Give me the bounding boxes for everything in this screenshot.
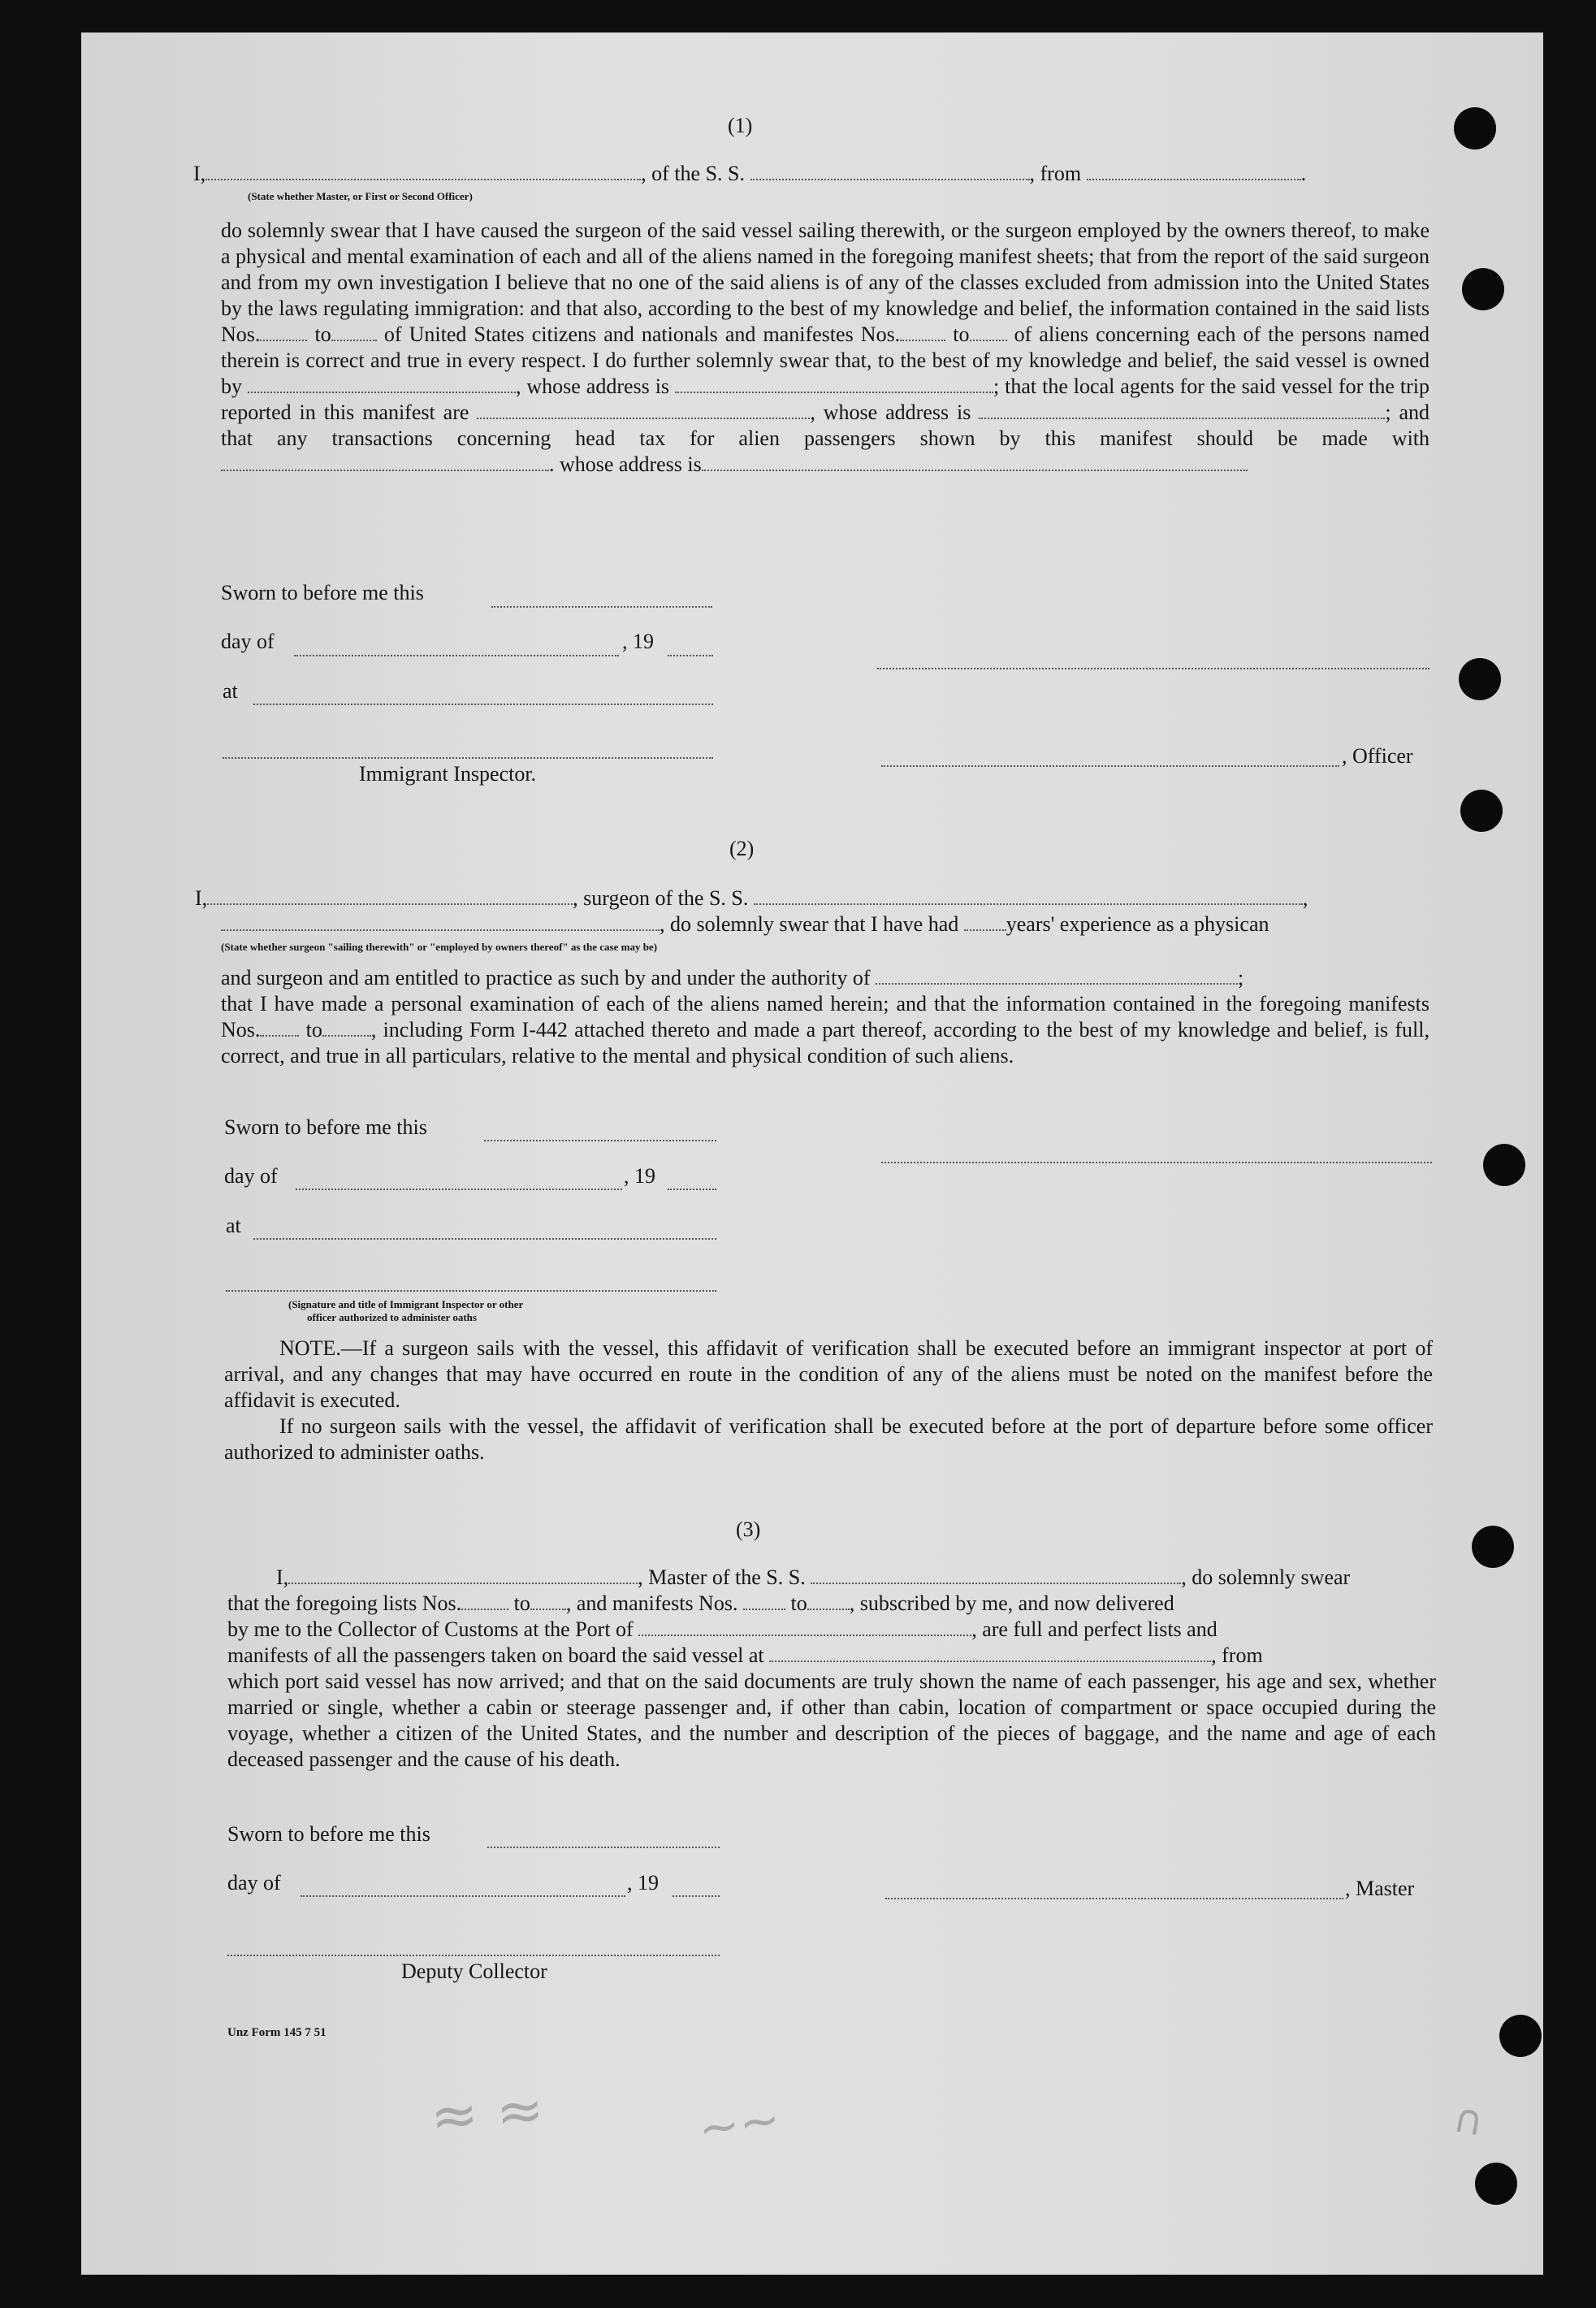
whose-address-label: whose address is <box>560 453 702 476</box>
from-label: , from <box>1211 1643 1263 1667</box>
punch-hole <box>1462 268 1504 310</box>
signature-note-line-2: officer authorized to administer oaths <box>307 1311 477 1323</box>
note-paragraph-2 <box>224 1414 1433 1466</box>
section-3-paragraph <box>227 1669 1436 1773</box>
particulars-text: according to the best of my knowledge and belief, is full, correct, and true in all particulars, relative to the mental and physical condition of such aliens. <box>221 1018 1429 1067</box>
section-2-paragraph <box>221 991 1429 1069</box>
to-label: to <box>953 323 970 346</box>
boarding-port-field[interactable] <box>769 1643 1211 1662</box>
note-paragraph-1 <box>224 1336 1433 1414</box>
section-3-line-3 <box>227 1617 1218 1642</box>
lists-label: that the foregoing lists Nos. <box>227 1591 462 1615</box>
master-of-label: , Master of the S. S. <box>638 1565 806 1589</box>
officer-note: (State whether Master, or First or Second Officer) <box>248 190 473 202</box>
to-label: to <box>314 323 331 346</box>
transactions-text: ; and that any transactions <box>221 401 1430 450</box>
lists-label: in the said lists Nos. <box>221 297 1429 346</box>
year-label: , 19 <box>627 1871 659 1894</box>
examination-text: that I have made a personal examination of each of the aliens named herein; and that the information contained <box>221 992 1196 1015</box>
manifests-label: , and manifests Nos. <box>565 1591 738 1615</box>
section-3-line-2 <box>227 1591 1174 1616</box>
vessel-name-field[interactable] <box>750 161 1030 180</box>
inspector-signature-line[interactable] <box>223 757 713 759</box>
officer-signature-line[interactable] <box>881 765 1339 767</box>
signature-line[interactable] <box>877 668 1429 669</box>
master-vessel-field[interactable] <box>811 1565 1181 1584</box>
lists-text: , are full and perfect lists and <box>971 1617 1218 1641</box>
port-field[interactable] <box>638 1617 971 1636</box>
years-text: years' experience as a physican <box>1006 912 1269 936</box>
signature-note-line-1: (Signature and title of Immigrant Inspector or other <box>288 1298 524 1310</box>
punch-hole <box>1483 1144 1525 1186</box>
at-field[interactable] <box>253 1238 716 1240</box>
from-port-field[interactable] <box>1087 161 1301 180</box>
bleed-through-mark: ≈ ≈ <box>428 2076 547 2150</box>
manifests-label: in the foregoing manifests Nos. <box>221 992 1430 1041</box>
deputy-signature-line[interactable] <box>227 1955 720 1956</box>
sworn-label: Sworn to before me this <box>227 1822 430 1846</box>
lists-to-field[interactable] <box>530 1591 566 1610</box>
section-2-line-1 <box>195 886 1438 911</box>
owner-address-field[interactable] <box>675 374 993 393</box>
sworn-day-field[interactable] <box>484 1140 716 1141</box>
master-signature-line[interactable] <box>885 1898 1343 1899</box>
agents-text: ; that the local agents for the said vessel for the trip reported in this manifest are <box>221 375 1429 424</box>
section-3-line-4 <box>227 1643 1263 1668</box>
period: . <box>1300 162 1307 185</box>
signature-line[interactable] <box>881 1162 1432 1163</box>
comma: , <box>1302 886 1308 910</box>
manifests-to-field[interactable] <box>970 322 1007 341</box>
agents-address-field[interactable] <box>979 400 1385 419</box>
day-of-label: day of <box>227 1871 281 1894</box>
note-text: NOTE.—If a surgeon sails with the vessel, this affidavit of verification shall be executed before an immigrant inspector at port of arrival, and any changes that may have occurred en route in the condition of any of the aliens must be noted on the manifest before the affidavit is executed. <box>224 1336 1433 1412</box>
swear-text: , do solemnly swear that I have had <box>660 912 959 936</box>
manifests-from-field[interactable] <box>260 1017 299 1037</box>
section-3-line-1 <box>276 1565 1350 1590</box>
year-label: , 19 <box>622 630 654 653</box>
note-text: If no surgeon sails with the vessel, the affidavit of verification shall be executed before at the port of departure before some officer authorized to administer oaths. <box>224 1414 1433 1464</box>
punch-hole <box>1454 107 1496 149</box>
whose-address-label: , whose address is <box>810 401 971 424</box>
lists-to-field[interactable] <box>331 322 377 341</box>
year-field[interactable] <box>668 655 713 656</box>
to-label: to <box>305 1018 322 1041</box>
pronoun-i: I, <box>276 1565 289 1589</box>
day-of-field[interactable] <box>301 1895 625 1897</box>
section-2-line-2 <box>221 912 1269 937</box>
pronoun-i: I, <box>195 886 208 910</box>
vessel-of-label: , of the S. S. <box>641 162 746 185</box>
whose-address-label: , whose address is <box>515 375 670 398</box>
authority-text: and surgeon and am entitled to practice as such by and under the authority of <box>221 966 871 989</box>
surgeon-note: (State whether surgeon "sailing therewith" or "employed by owners thereof" as the case may be) <box>221 941 658 953</box>
at-field[interactable] <box>253 704 713 705</box>
collector-text: by me to the Collector of Customs at the Port of <box>227 1617 634 1641</box>
period: . <box>549 453 555 476</box>
manifests-from-field[interactable] <box>743 1591 785 1610</box>
deputy-collector-label: Deputy Collector <box>401 1959 547 1983</box>
punch-hole <box>1472 1526 1514 1568</box>
oath-text: do solemnly swear that I have caused the surgeon of the said vessel sailing therewith, or the surgeon employed by the owners thereof, to make a physical and mental examination of each and all of the aliens named in the foregoing manifest sheets; that from the report of the said surgeon and from my own investigation I believe that no one of the said aliens is of any of the classes excluded from admission into the United States by the laws regulating immigration: and that also, according to the best of my knowledge and belief, the information contained <box>221 219 1429 320</box>
to-label: to <box>513 1591 530 1615</box>
manifests-to-field[interactable] <box>322 1017 371 1037</box>
passenger-details-text: which port said vessel has now arrived; and that on the said documents are truly shown the name of each passenger, his age and sex, whether married or single, whether a cabin or steerage passenger and, if other than cabin, location of compartment or space occupied during the voyage, whether a citizen of the United States, and the number and description of the pieces of baggage, and the name and age of each deceased passenger and the cause of his death. <box>227 1669 1436 1771</box>
year-field[interactable] <box>668 1189 716 1190</box>
punch-hole <box>1460 790 1503 832</box>
head-tax-text: concerning head tax for alien passengers shown by this manifest should be made with <box>456 427 1430 450</box>
day-of-label: day of <box>221 630 275 653</box>
document-page <box>81 32 1543 2275</box>
section-1-number: (1) <box>728 114 753 137</box>
punch-hole <box>1499 2015 1542 2057</box>
aliens-label: of aliens <box>1014 323 1089 346</box>
manifests-from-field[interactable] <box>900 322 945 341</box>
sworn-label: Sworn to before me this <box>224 1115 427 1139</box>
bleed-through-mark: ∼∼ <box>694 2090 784 2159</box>
head-tax-address-field[interactable] <box>702 452 1248 471</box>
form-number: Unz Form 145 7 51 <box>227 2026 327 2039</box>
master-label: , Master <box>1345 1877 1415 1900</box>
day-of-field[interactable] <box>294 655 619 656</box>
ownership-text: concerning each of the persons named therein is correct and true in every respect. I do further solemnly swear that, to the best of my knowledge and belief, the said vessel is owned by <box>221 323 1429 398</box>
from-label: , from <box>1029 162 1082 185</box>
at-label: at <box>226 1214 241 1237</box>
section-1-line-1 <box>193 161 1436 186</box>
officer-name-field[interactable] <box>205 161 641 180</box>
head-tax-party-field[interactable] <box>221 452 549 471</box>
section-2-number: (2) <box>729 837 755 860</box>
pronoun-i: I, <box>193 162 206 185</box>
authority-field[interactable] <box>876 965 1238 985</box>
form-i442-text: , including Form I-442 attached thereto and made a part thereof, <box>370 1018 928 1041</box>
surgeon-vessel-field[interactable] <box>754 886 1303 905</box>
agents-field[interactable] <box>477 400 810 419</box>
sworn-label: Sworn to before me this <box>221 581 424 604</box>
surgeon-status-field[interactable] <box>221 912 660 931</box>
punch-hole <box>1475 2163 1517 2205</box>
manifests-label: of United States citizens and nationals and manifestes Nos. <box>383 323 901 346</box>
authority-line <box>221 965 1243 990</box>
manifests-to-field[interactable] <box>807 1591 850 1610</box>
years-field[interactable] <box>964 912 1006 931</box>
year-field[interactable] <box>673 1895 720 1897</box>
swear-text: , do solemnly swear <box>1181 1565 1351 1589</box>
semicolon: ; <box>1238 966 1244 989</box>
master-name-field[interactable] <box>288 1565 638 1584</box>
bleed-through-mark: ∩ <box>1450 2094 1488 2146</box>
inspector-signature-line[interactable] <box>226 1290 716 1292</box>
year-label: , 19 <box>624 1164 655 1188</box>
inspector-label: Immigrant Inspector. <box>359 762 537 786</box>
sworn-day-field[interactable] <box>487 1847 720 1848</box>
sworn-day-field[interactable] <box>491 606 712 608</box>
surgeon-of-label: , surgeon of the S. S. <box>573 886 749 910</box>
delivered-text: , subscribed by me, and now delivered <box>849 1591 1174 1615</box>
at-label: at <box>223 679 238 703</box>
to-label: to <box>790 1591 807 1615</box>
manifests-text: manifests of all the passengers taken on board the said vessel at <box>227 1643 764 1667</box>
officer-label: , Officer <box>1342 744 1413 768</box>
lists-from-field[interactable] <box>260 322 307 341</box>
surgeon-name-field[interactable] <box>207 886 573 905</box>
punch-hole <box>1459 658 1501 700</box>
owner-field[interactable] <box>248 374 516 393</box>
day-of-field[interactable] <box>296 1189 622 1190</box>
section-1-paragraph <box>221 218 1429 478</box>
lists-from-field[interactable] <box>461 1591 508 1610</box>
section-3-number: (3) <box>736 1518 761 1541</box>
day-of-label: day of <box>224 1164 278 1188</box>
